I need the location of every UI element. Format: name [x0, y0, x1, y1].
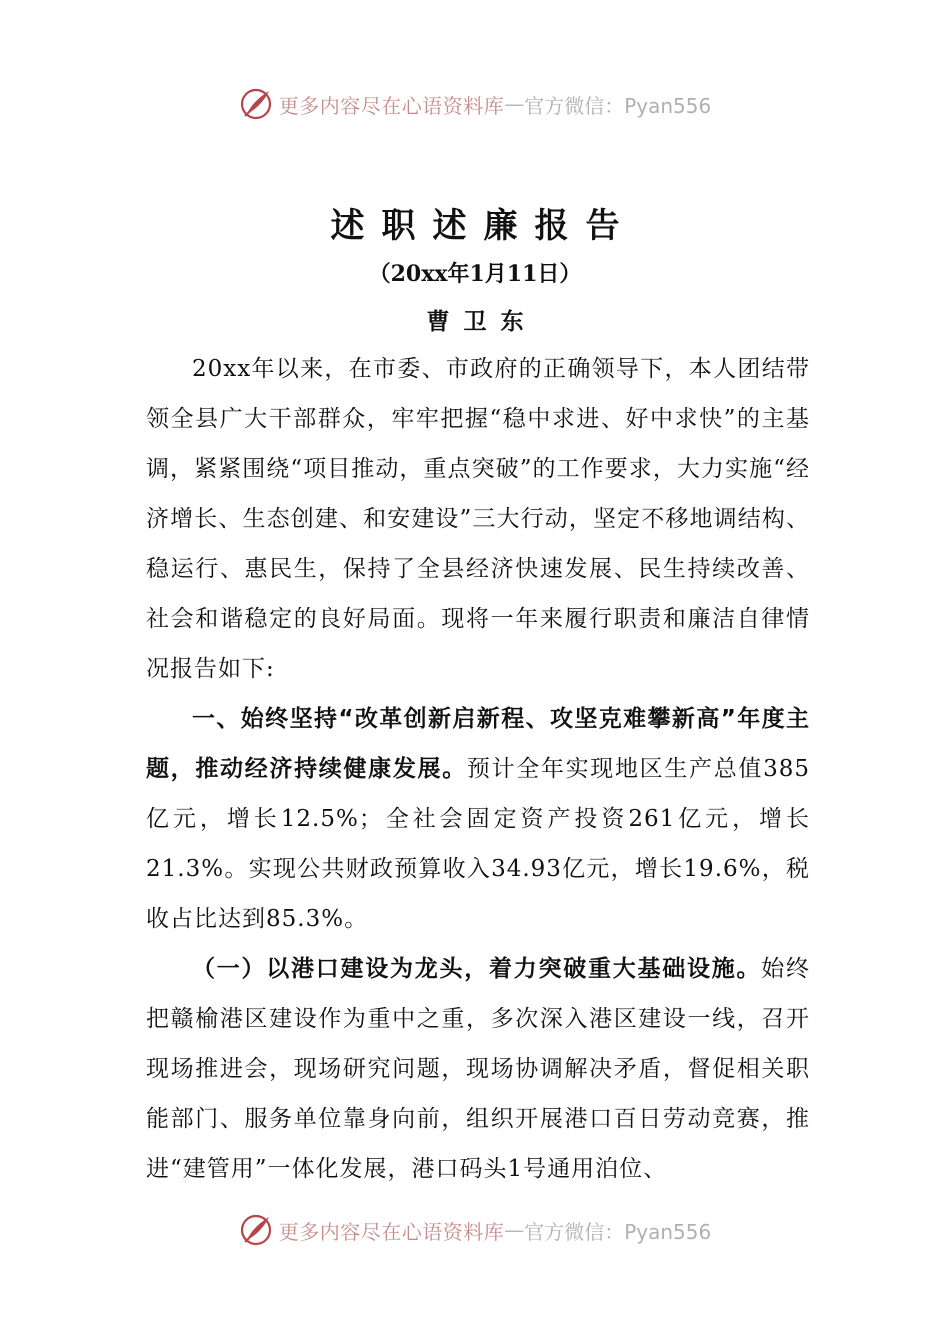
- watermark-contact: 官方微信：Pyan556: [524, 1219, 712, 1244]
- watermark-separator: —: [504, 1218, 525, 1242]
- paragraph: [146, 694, 810, 944]
- quill-logo-icon: [239, 87, 273, 121]
- footer-watermark-banner: [0, 1210, 950, 1250]
- paragraph: [146, 944, 810, 1194]
- document-author: 曹卫东: [426, 308, 538, 335]
- header-watermark-banner: [0, 84, 950, 124]
- section-heading: 一、始终坚持“改革创新启新程、攻坚克难攀新高”年度主题，推动经济持续健康发展。: [146, 706, 810, 782]
- watermark-contact: 官方微信：Pyan556: [524, 93, 712, 118]
- document-body: [146, 344, 810, 1194]
- paragraph: [146, 344, 810, 694]
- quill-logo-icon: [239, 1213, 273, 1247]
- watermark-separator: —: [504, 92, 525, 116]
- subsection-heading: （一）以港口建设为龙头，着力突破重大基础设施。: [192, 956, 762, 982]
- paragraph-text: 20xx年以来，在市委、市政府的正确领导下，本人团结带领全县广大干部群众，牢牢把握“稳中求进、好中求快”的主基调，紧紧围绕“项目推动，重点突破”的工作要求，大力实施“经济增长、生态创建、和安建设”三大行动，坚定不移地调结构、稳运行、惠民生，保持了全县经济快速发展、民生持续改善、社会和谐稳定的良好局面。现将一年来履行职责和廉洁自律情况报告如下:: [146, 356, 810, 682]
- watermark-text: 更多内容尽在心语资料库: [278, 93, 505, 118]
- document-title: 述职述廉报告: [330, 206, 637, 246]
- paragraph-text: 预计全年实现地区生产总值385亿元，增长12.5%；全社会固定资产投资261亿元，增长21.3%。实现公共财政预算收入34.93亿元，增长19.6%，税收占比达到85.3%。: [146, 756, 810, 932]
- paragraph-text: 始终把赣榆港区建设作为重中之重，多次深入港区建设一线，召开现场推进会，现场研究问题，现场协调解决矛盾，督促相关职能部门、服务单位靠身向前，组织开展港口百日劳动竞赛，推进“建管用”一体化发展，港口码头1号通用泊位、: [146, 956, 810, 1182]
- document-date: （20xx年1月11日）: [368, 261, 582, 287]
- watermark-text: 更多内容尽在心语资料库: [278, 1219, 505, 1244]
